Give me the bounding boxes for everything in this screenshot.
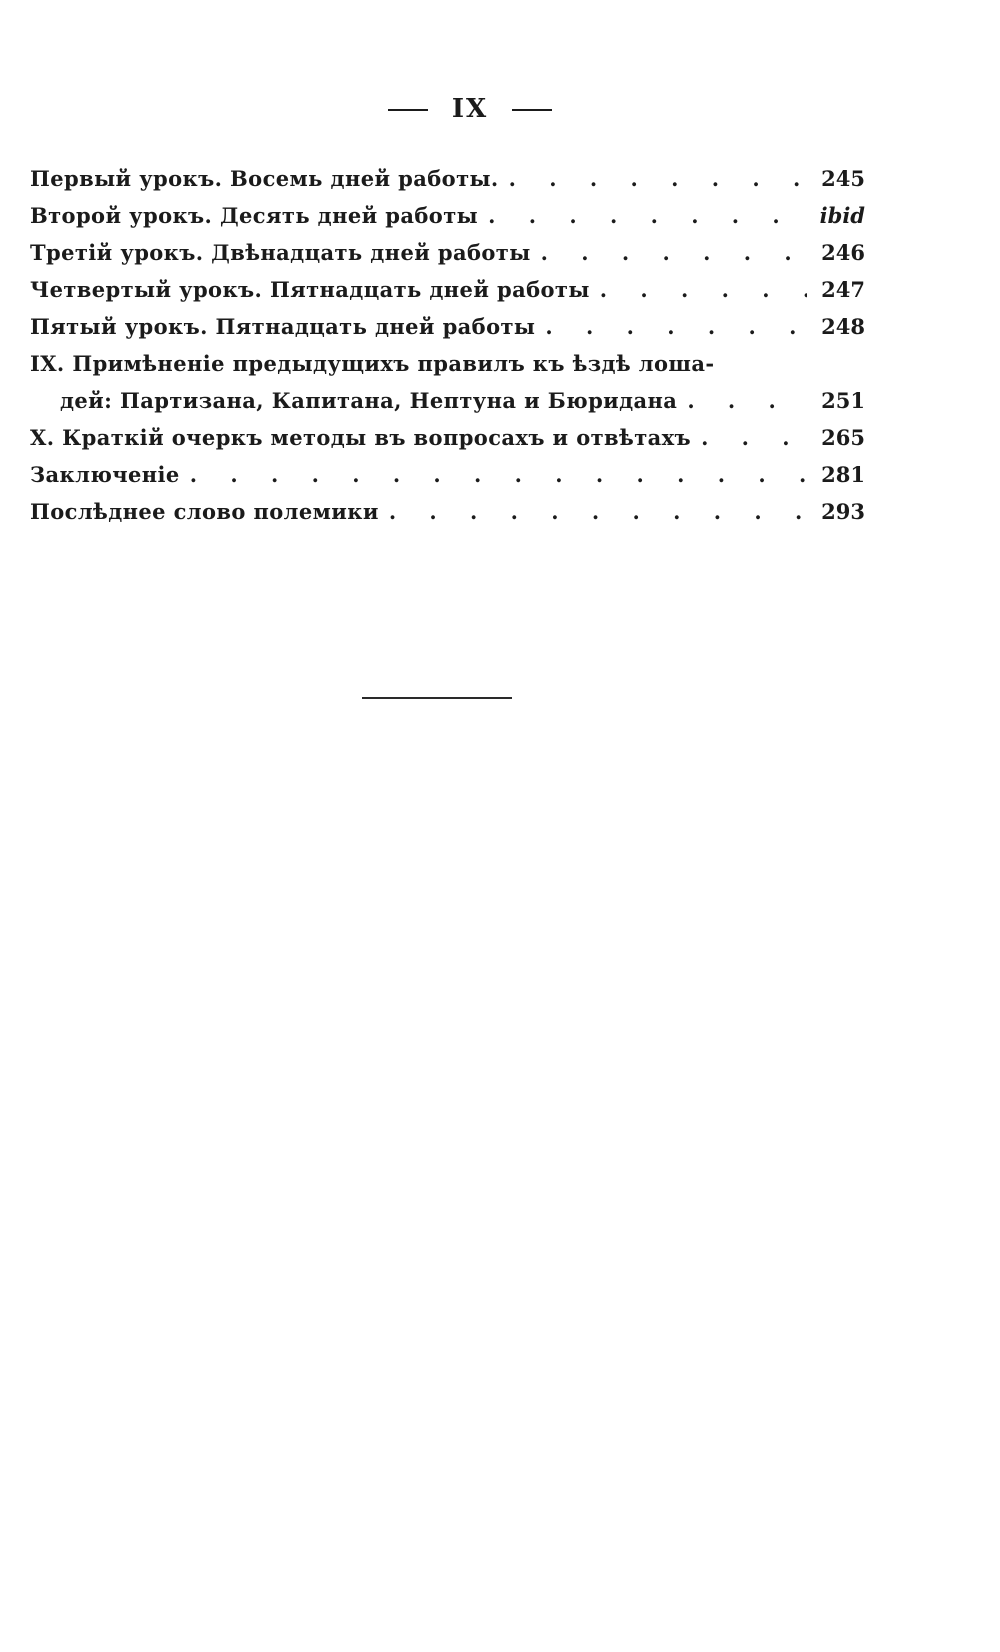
- toc-leader-dots: [379, 499, 807, 524]
- toc-entry-first-line[interactable]: [30, 351, 865, 388]
- toc-entry-page: 281: [821, 462, 865, 487]
- toc-leader-dots: [677, 388, 807, 413]
- header-dash-left: [388, 109, 428, 111]
- toc-entry[interactable]: [30, 499, 865, 536]
- toc-entry[interactable]: [30, 277, 865, 314]
- toc-entry-title: X. Краткій очеркъ методы въ вопросахъ и отвѣтахъ: [30, 425, 692, 450]
- toc-leader-dots: [691, 425, 807, 450]
- toc-entry[interactable]: [30, 314, 865, 351]
- toc-entry-page: 248: [821, 314, 865, 339]
- toc-entry-page: 265: [821, 425, 865, 450]
- toc-entry-continuation[interactable]: [30, 388, 865, 425]
- toc-entry-page: 246: [821, 240, 865, 265]
- toc-leader-dots: [535, 314, 807, 339]
- toc-entry[interactable]: [30, 166, 865, 203]
- toc-entry-page: 245: [821, 166, 865, 191]
- toc-entry-title: Второй урокъ. Десять дней работы: [30, 203, 479, 228]
- toc-entry-page: 251: [821, 388, 865, 413]
- toc-leader-dots: [590, 277, 807, 302]
- toc-entry-page: ibid: [819, 203, 865, 228]
- page-header: [0, 94, 940, 124]
- page-number: IX: [451, 94, 489, 124]
- toc-entry[interactable]: [30, 240, 865, 277]
- toc-entry-title: Четвертый урокъ. Пятнадцать дней работы: [30, 277, 590, 302]
- toc-leader-dots: [531, 240, 807, 265]
- header-dash-right: [512, 109, 552, 111]
- toc-leader-dots: [478, 203, 807, 228]
- toc-entry[interactable]: [30, 425, 865, 462]
- table-of-contents: [30, 166, 865, 536]
- toc-entry-title: Пятый урокъ. Пятнадцать дней работы: [30, 314, 536, 339]
- toc-entry-title: Заключеніе: [30, 462, 180, 487]
- toc-leader-dots: [180, 462, 807, 487]
- toc-entry-title: Первый урокъ. Восемь дней работы.: [30, 166, 499, 191]
- toc-entry[interactable]: [30, 462, 865, 499]
- toc-entry-title: IX. Примѣненіе предыдущихъ правилъ къ ѣздѣ лоша-: [30, 351, 715, 376]
- toc-entry-page: 293: [821, 499, 865, 524]
- toc-entry[interactable]: [30, 203, 865, 240]
- section-end-rule: [362, 697, 512, 699]
- toc-entry-title: дей: Партизана, Капитана, Нептуна и Бюридана: [60, 388, 678, 413]
- toc-entry-title: Третій урокъ. Двѣнадцать дней работы: [30, 240, 531, 265]
- toc-leader-dots: [499, 166, 807, 191]
- toc-entry-page: 247: [821, 277, 865, 302]
- toc-entry-title: Послѣднее слово полемики: [30, 499, 379, 524]
